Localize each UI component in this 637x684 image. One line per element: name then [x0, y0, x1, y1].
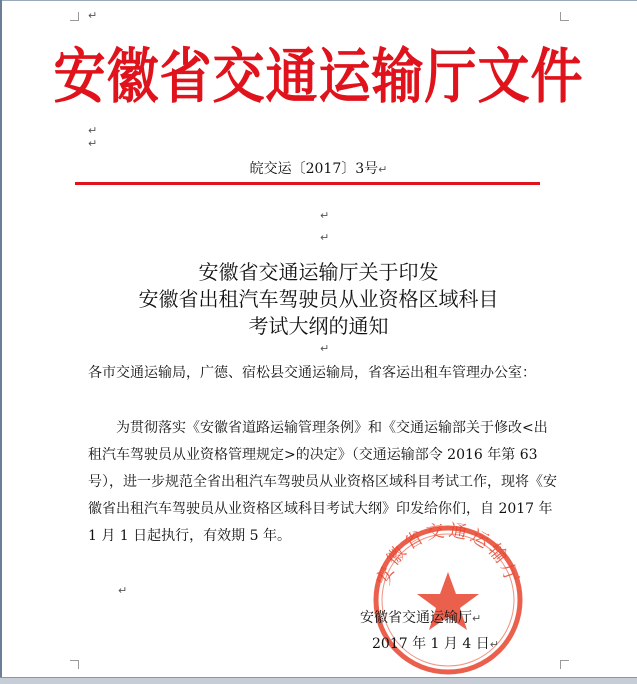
document-body-paragraph: 为贯彻落实《安徽省道路运输管理条例》和《交通运输部关于修改<出租汽车驾驶员从业资格管理规定>的决定》（交通运输部令 2016 年第 63 号），进一步规范全省出租汽车驾驶员从业资格区域科目考试工作，现将《安徽省出租汽车驾驶员从业资格区域科目考试大纲》印发给你们，自 2017 年 1 月 1 日起执行，有效期 5 年。 [88, 420, 557, 544]
paragraph-mark: ↵ [88, 9, 98, 22]
document-title-line-3: 考试大纲的通知 [248, 314, 389, 338]
paragraph-mark: ↵ [88, 124, 98, 137]
document-title-line-1: 安徽省交通运输厅关于印发 [198, 260, 439, 284]
document-title-line-2: 安徽省出租汽车驾驶员从业资格区域科目 [138, 287, 499, 311]
paragraph-mark: ↵ [88, 137, 98, 150]
crop-mark-bottom-left [70, 660, 79, 669]
red-divider-line [75, 182, 540, 185]
document-number-text: 皖交运〔2017〕3号 [249, 161, 379, 177]
document-header-title: 安徽省交通运输厅文件 [53, 41, 584, 112]
document-frame-top [0, 0, 637, 1]
crop-mark-top-left [70, 12, 79, 21]
paragraph-mark: ↵ [118, 584, 128, 597]
signature-date-text: 2017 年 1 月 4 日 [372, 636, 490, 652]
paragraph-mark: ↵ [320, 342, 330, 355]
signature-organization-text: 安徽省交通运输厅 [360, 610, 472, 626]
paragraph-mark: ↵ [320, 231, 330, 244]
paragraph-mark: ↵ [472, 612, 482, 625]
paragraph-mark: ↵ [378, 163, 388, 176]
paragraph-mark: ↵ [320, 209, 330, 222]
seal-text: 安徽省交通运输厅 [372, 520, 524, 589]
signature-organization [360, 607, 481, 627]
document-salutation: 各市交通运输局，广德、宿松县交通运输局，省客运出租车管理办公室： [88, 365, 536, 381]
paragraph-mark: ↵ [489, 638, 499, 651]
document-number [0, 158, 637, 178]
crop-mark-top-right [560, 12, 569, 21]
crop-mark-bottom-right [560, 660, 569, 669]
official-seal [368, 520, 528, 680]
signature-date [372, 633, 499, 653]
